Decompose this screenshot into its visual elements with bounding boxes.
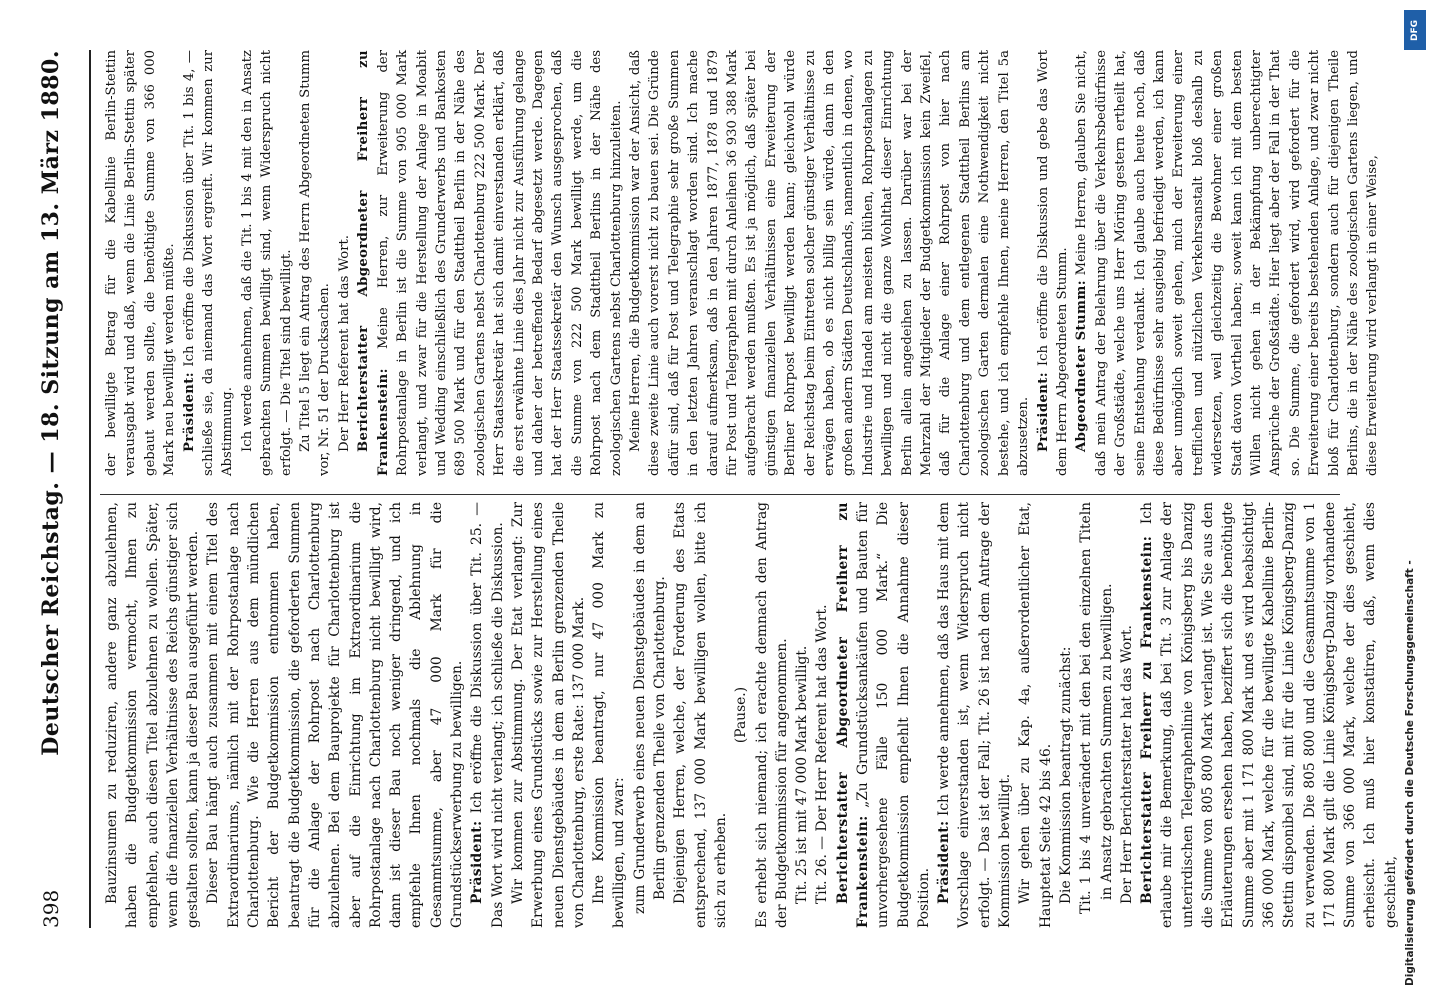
paragraph-text: Es erhebt sich niemand; ich erachte demnach den Antrag der Budgetkommission für angenommen.: [753, 502, 790, 928]
paragraph: [467, 502, 508, 928]
right-column: [102, 50, 1383, 476]
speaker-name: Abgeordneter Stumm:: [1074, 280, 1090, 452]
paragraph: [1076, 502, 1117, 928]
paragraph: [1137, 502, 1401, 928]
paragraph: [833, 502, 934, 928]
paragraph-text: Ich eröffne die Diskussion über Tit. 25. — Das Wort wird nicht verlangt; ich schließe die Diskussion.: [469, 501, 506, 928]
paragraph: [203, 502, 467, 928]
paragraph: [1056, 502, 1076, 928]
paragraph: [296, 50, 335, 476]
paragraph-text: Ich eröffne die Diskussion über Tit. 1 bis 4, — schließe sie, da niemand das Wort ergreift. Wir kommen zur Abstimmung.: [181, 50, 236, 476]
paragraph: [238, 50, 296, 476]
paragraph: [335, 50, 354, 476]
speaker-name: Berichterstatter Abgeordneter Freiherr zu Frankenstein:: [356, 50, 391, 476]
header-rule: [89, 50, 91, 928]
speaker-name: Präsident:: [469, 820, 486, 904]
paragraph: [102, 50, 180, 476]
paragraph-text: Der Herr Referent hat das Wort.: [336, 235, 352, 452]
paragraph-text: (Pause.): [733, 686, 750, 744]
paragraph: [626, 50, 1034, 476]
paragraph-text: Ich eröffne die Diskussion und gebe das Wort dem Herrn Abgeordneten Stumm.: [1035, 50, 1070, 476]
paragraph-text: zum Grunderwerb eines neuen Dienstgebäudes in dem an Berlin grenzenden Theile von Charlottenburg.: [631, 502, 669, 914]
paragraph: [670, 502, 731, 928]
left-column: [102, 502, 1401, 928]
speaker-name: Berichterstatter Freiherr zu Frankenstein:: [1139, 535, 1156, 904]
paragraph-text: Ich werde annehmen, daß das Haus mit dem Vorschlage einverstanden ist, wenn Widerspruch nicht erfolgt. — Das ist der Fall; Tit. 26 ist nach dem Antrage der Kommission bewilligt.: [936, 501, 1014, 928]
paragraph-text: „Zu Grundstücksankäufen und Bauten für unvorhergesehene Fälle 150 000 Mark.“ Die Budgetkommission empfiehlt Ihnen die Annahme dieser Position.: [854, 501, 932, 928]
paragraph: [1072, 50, 1383, 476]
paragraph-text: Dieser Bau hängt auch zusammen mit einem Titel des Extraordinariums, nämlich mit der Rohrpostanlage nach Charlottenburg. Wie die Herren aus dem mündlichen Bericht der Budgetkommission entnommen haben, beantragt die Budgetkommission, die geforderten Summen für die Anlage der Rohrpost nach Charlottenburg abzulehnen. Bei dem Bauprojekte für Charlottenburg ist aber auf die Einrichtung im Extraordinarium die Rohrpostanlage nach Charlottenburg nicht bewilligt wird, dann ist dieser Bau noch weniger dringend, und ich empfehle Ihnen nochmals die Ablehnung in Gesammtsumme, aber 47 000 Mark für die Grundstückserwerbung zu bewilligen.: [205, 502, 466, 928]
paragraph: [354, 50, 626, 476]
paragraph-text: Wir kommen zur Abstimmung. Der Etat verlangt: Zur Erwerbung eines Grundstücks sowie zur Herstellung eines neuen Dienstgebäudes in dem an Berlin grenzenden Theile von Charlottenburg, erste Rate: 137 000 Mark.: [509, 502, 587, 928]
paragraph-text: Tit. 1 bis 4 unverändert mit den bei den einzelnen Titeln in Ansatz gebrachten Summen zu bewilligen.: [1078, 502, 1115, 914]
paragraph: [180, 50, 238, 476]
page-number: 398: [39, 889, 63, 928]
paragraph-text: Ich erlaube mir die Bemerkung, daß bei Tit. 3 zur Anlage der unterirdischen Telegraphenlinie von Königsberg bis Danzig die Summe von 805 800 Mark verlangt ist. Wie Sie aus den Erläuterungen ersehen haben, beziffert sich die benöthigte Summe aber mit 1 171 800 Mark und es wird beabsichtigt 366 000 Mark, welche für die bewilligte Kabellinie Berlin-Stettin disponibel sind, mit für die Linie Königsberg-Danzig zu verwenden. Die 805 800 und die Gesammtsumme von 1 171 800 Mark gilt die Linie Königsberg-Danzig vorhandene Summe von 366 000 Mark, welche der dies geschieht, erheischt. Ich muß hier konstatiren, daß, wenn dies geschieht,: [1139, 502, 1399, 928]
paragraph-text: Tit. 25 ist mit 47 000 Mark bewilligt.: [794, 645, 811, 904]
paragraph-text: Meine Herren, zur Erweiterung der Rohrpostanlage in Berlin ist die Summe von 905 000 Mark verlangt, und zwar für die Herstellung der Anlage in Moabit und Wedding einschließlich des Grunderwerbs und Bankosten 689 500 Mark und für den Stadttheil Berlin in der Nähe des zoologischen Gartens nebst Charlottenburg 222 500 Mark. Der Herr Staatssekretär hat sich damit einverstanden erklärt, daß die erst erwähnte Linie dies Jahr nicht zur Ausführung gelange und daher der betreffende Bedarf abgesetzt werde. Dagegen hat der Herr Staatssekretär den Wunsch ausgesprochen, daß die Summe von 222 500 Mark bewilligt werde, um die Rohrpost nach dem Stadttheil Berlins in der Nähe des zoologischen Gartens nebst Charlottenburg hinzuleiten.: [375, 50, 624, 476]
dfg-logo: DFG: [1404, 10, 1426, 50]
paragraph-text: Meine Herren, glauben Sie nicht, daß mein Antrag der Belehrung über die Verkehrsbedürfnisse der Großstädte, welche uns Herr Möring gestern ertheilt hat, seine Entstehung verdankt. Ich glaube auch heute noch, daß diese Bedürfnisse sehr ausgiebig befriedigt werden, ich kann aber unmöglich soweit gehen, mich der Erweiterung einer trefflichen und nützlichen Verkehrsanstalt bloß deshalb zu widersetzen, weil gleichzeitig die Bewohner einer großen Stadt davon Vortheil haben; soweit kann ich mit dem besten Willen nicht gehen in der Bekämpfung unberechtigter Ansprüche der Großstädte. Hier liegt aber der Fall in der That so. Die Summe, die gefordert wird, wird gefordert für die Erweiterung einer bereits bestehenden Anlage, und zwar nicht bloß für Charlottenburg, sondern auch für diejenigen Theile Berlins, die in der Nähe des zoologischen Gartens liegen, und diese Erweiterung wird verlangt in einer Weise,: [1074, 50, 1381, 476]
paragraph: [731, 502, 751, 928]
paragraph: [630, 502, 671, 928]
paragraph-text: Wir gehen über zu Kap. 4a, außerordentlicher Etat, Hauptetat Seite 42 bis 46.: [1017, 502, 1054, 928]
paragraph: [102, 502, 203, 928]
running-title: Deutscher Reichstag. — 18. Sitzung am 13. März 1880.: [38, 50, 64, 756]
paragraph-text: Ihre Kommission beantragt, nur 47 000 Mark zu bewilligen, und zwar:: [591, 502, 628, 928]
column-divider: [100, 494, 1340, 495]
paragraph-text: der bewilligte Betrag für die Kabellinie Berlin-Stettin verausgabt wird und daß, wenn die Linie Berlin-Stettin später gebaut werden sollte, die benöthigte Summe von 366 000 Mark neu bewilligt werden müßte.: [104, 50, 178, 476]
speaker-name: Präsident:: [936, 820, 953, 904]
paragraph-text: Der Herr Berichterstatter hat das Wort.: [1118, 625, 1135, 904]
paragraph: [1117, 502, 1137, 928]
paragraph-text: Tit. 26. — Der Herr Referent hat das Wort.: [814, 604, 831, 904]
speaker-name: Berichterstatter Abgeordneter Freiherr zu Frankenstein:: [834, 502, 871, 928]
paragraph: [752, 502, 793, 928]
paragraph: [934, 502, 1015, 928]
paragraph: [792, 502, 812, 928]
paragraph: [589, 502, 630, 928]
paragraph: [1034, 50, 1073, 476]
paragraph: [812, 502, 832, 928]
page-header: [38, 50, 86, 928]
speaker-name: Präsident:: [181, 371, 197, 452]
paragraph-text: Ich werde annehmen, daß die Tit. 1 bis 4 mit den in Ansatz gebrachten Summen bewilligt sind, wenn Widerspruch nicht erfolgt. — Die Titel sind bewilligt.: [239, 50, 294, 476]
paragraph: [508, 502, 589, 928]
speaker-name: Präsident:: [1035, 371, 1051, 452]
digitization-credit: [1404, 10, 1426, 990]
digitization-note: Digitalisierung gefördert durch die Deutsche Forschungsgemeinschaft -: [1404, 560, 1416, 986]
paragraph-text: Bauzinsumen zu reduziren, andere ganz abzulehnen, haben die Budgetkommission vermocht, Ihnen zu empfehlen, auch diesen Titel abzulehnen zu wollen. Später, wenn die finanziellen Verhältnisse des Reichs günstiger sich gestalten sollten, kann ja dieser Bau ausgeführt werden.: [104, 502, 202, 928]
paragraph: [1015, 502, 1056, 928]
paragraph-text: Zu Titel 5 liegt ein Antrag des Herrn Abgeordneten Stumm vor, Nr. 51 der Drucksachen.: [298, 50, 333, 476]
paragraph-text: Meine Herren, die Budgetkommission war der Ansicht, daß diese zweite Linie auch vorerst nicht zu bauen sei. Die Gründe dafür sind, daß für Post und Telegraphie sehr große Summen in den letzten Jahren veranschlagt worden sind. Ich mache darauf aufmerksam, daß in den Jahren 1877, 1878 und 1879 für Post und Telegraphen mit durch Anleihen 36 930 388 Mark aufgebracht werden mußten. Es ist ja möglich, daß später bei günstigen finanziellen Verhältnissen eine Erweiterung der Berliner Rohrpost bewilligt werden kann; gleichwohl würde der Reichstag beim Eintreten solcher günstiger Verhältnisse zu erwägen haben, ob es nicht billig sein würde, dann in den großen andern Städten Deutschlands, namentlich in denen, wo Industrie und Handel am meisten blühen, Rohrpostanlagen zu bewilligen und nicht die ganze Wohlthat dieser Einrichtung Berlin allein angedeihen zu lassen. Darüber war bei der Mehrzahl der Mitglieder der Budgetkommission kein Zweifel, daß für die Anlage einer Rohrpost von hier nach Charlottenburg und dem entlegenen Stadttheil Berlins am zoologischen Garten dermalen eine Nothwendigkeit nicht bestehe, und ich empfehle Ihnen, meine Herren, den Titel 5a abzusetzen.: [627, 50, 1032, 476]
paragraph-text: Die Kommission beantragt zunächst:: [1057, 646, 1074, 904]
paragraph-text: Diejenigen Herren, welche, der Forderung des Etats entsprechend, 137 000 Mark bewilligen wollen, bitte ich sich zu erheben.: [672, 502, 729, 928]
